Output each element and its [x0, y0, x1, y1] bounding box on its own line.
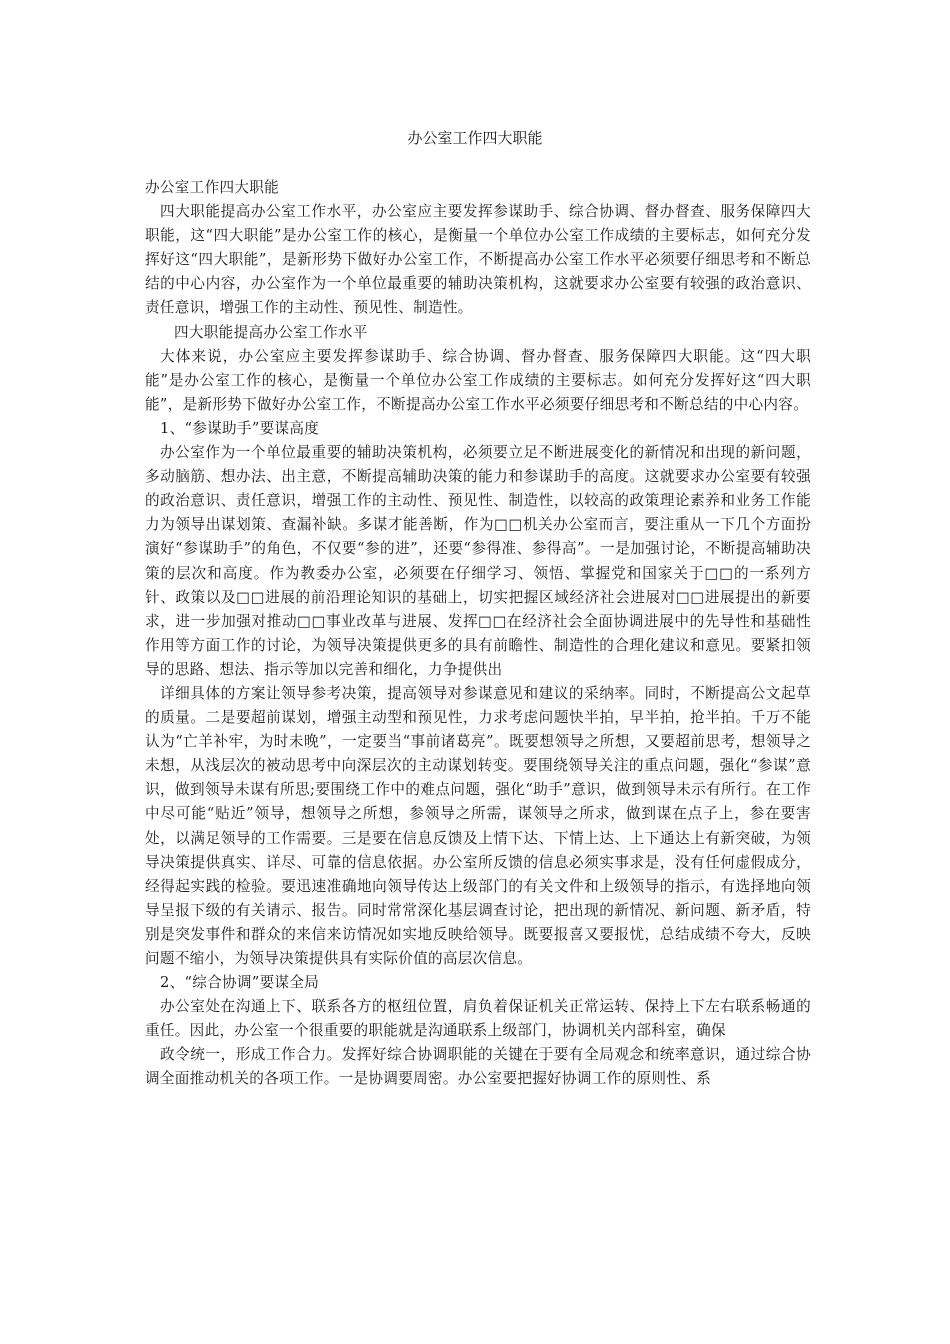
paragraph: 办公室作为一个单位最重要的辅助决策机构，必须要立足不断进展变化的新情况和出现的新问题，多动脑筋、想办法、出主意，不断提高辅助决策的能力和参谋助手的高度。这就要求办公室要有较强的政治意识、责任意识，增强工作的主动性、预见性、制造性，以较高的政策理论素养和业务工作能力为领导出谋划策、查漏补缺。多谋才能善断，作为□□机关办公室而言，要注重从一下几个方面扮演好“参谋助手”的角色，不仅要“参的进”，还要“参得准、参得高”。一是加强讨论，不断提高辅助决策的层次和高度。作为教委办公室，必须要在仔细学习、领悟、掌握党和国家关于□□的一系列方针、政策以及□□进展的前沿理论知识的基础上，切实把握区域经济社会进展对□□进展提出的新要求，进一步加强对推动□□事业改革与进展、发挥□□在经济社会全面协调进展中的先导性和基础性作用等方面工作的讨论，为领导决策提供更多的具有前瞻性、制造性的合理化建议和意见。要紧扣领导的思路、想法、指示等加以完善和细化，力争提供出 [145, 444, 811, 678]
paragraph: 2、“综合协调”要谋全局 [160, 974, 320, 992]
paragraph: 四大职能提高办公室工作水平，办公室应主要发挥参谋助手、综合协调、督办督查、服务保障四大职能，这“四大职能”是办公室工作的核心，是衡量一个单位办公室工作成绩的主要标志，如何充分发挥好这“四大职能”，是新形势下做好办公室工作，不断提高办公室工作水平必须要仔细思考和不断总结的中心内容，办公室作为一个单位最重要的辅助决策机构，这就要求办公室要有较强的政治意识、责任意识，增强工作的主动性、预见性、制造性。 [145, 203, 811, 317]
paragraph: 1、“参谋助手”要谋高度 [160, 419, 320, 437]
paragraph: 详细具体的方案让领导参考决策，提高领导对参谋意见和建议的采纳率。同时，不断提高公文起草的质量。二是要超前谋划，增强主动型和预见性，力求考虑问题快半拍，早半拍，抢半拍。千万不能认为“亡羊补牢，为时未晚”，一定要当“事前诸葛亮”。既要想领导之所想，又要超前思考，想领导之未想，从浅层次的被动思考中向深层次的主动谋划转变。要围绕领导关注的重点问题，强化“参谋”意识，做到领导未谋有所思;要围绕工作中的难点问题，强化“助手”意识，做到领导未示有所行。在工作中尽可能“贴近”领导，想领导之所想，参领导之所需，谋领导之所求，做到谋在点子上，参在要害处，以满足领导的工作需要。三是要在信息反馈及上情下达、下情上达、上下通达上有新突破，为领导决策提供真实、详尽、可靠的信息依据。办公室所反馈的信息必须实事求是，没有任何虚假成分，经得起实践的检验。要迅速准确地向领导传达上级部门的有关文件和上级领导的指示，有选择地向领导呈报下级的有关请示、报告。同时常常深化基层调查讨论，把出现的新情况、新问题、新矛盾，特别是突发事件和群众的来信来访情况如实地反映给领导。既要报喜又要报忧，总结成绩不夸大，反映问题不缩小，为领导决策提供具有实际价值的高层次信息。 [145, 684, 811, 967]
paragraph: 四大职能提高办公室工作水平 [174, 323, 368, 341]
paragraph: 政令统一，形成工作合力。发挥好综合协调职能的关键在于要有全局观念和统率意识，通过综合协调全面推动机关的各项工作。一是协调要周密。办公室要把握好协调工作的原则性、系 [145, 1046, 811, 1088]
document-body [145, 176, 811, 1092]
document-title: 办公室工作四大职能 [407, 129, 543, 147]
paragraph: 大体来说，办公室应主要发挥参谋助手、综合协调、督办督查、服务保障四大职能。这“四大职能”是办公室工作的核心，是衡量一个单位办公室工作成绩的主要标志。如何充分发挥好这“四大职能”，是新形势下做好办公室工作，不断提高办公室工作水平必须要仔细思考和不断总结的中心内容。 [145, 347, 811, 413]
paragraph: 办公室工作四大职能 [145, 179, 280, 196]
paragraph: 办公室处在沟通上下、联系各方的枢纽位置，肩负着保证机关正常运转、保持上下左右联系畅通的重任。因此，办公室一个很重要的职能就是沟通联系上级部门，协调机关内部科室，确保 [145, 998, 811, 1040]
